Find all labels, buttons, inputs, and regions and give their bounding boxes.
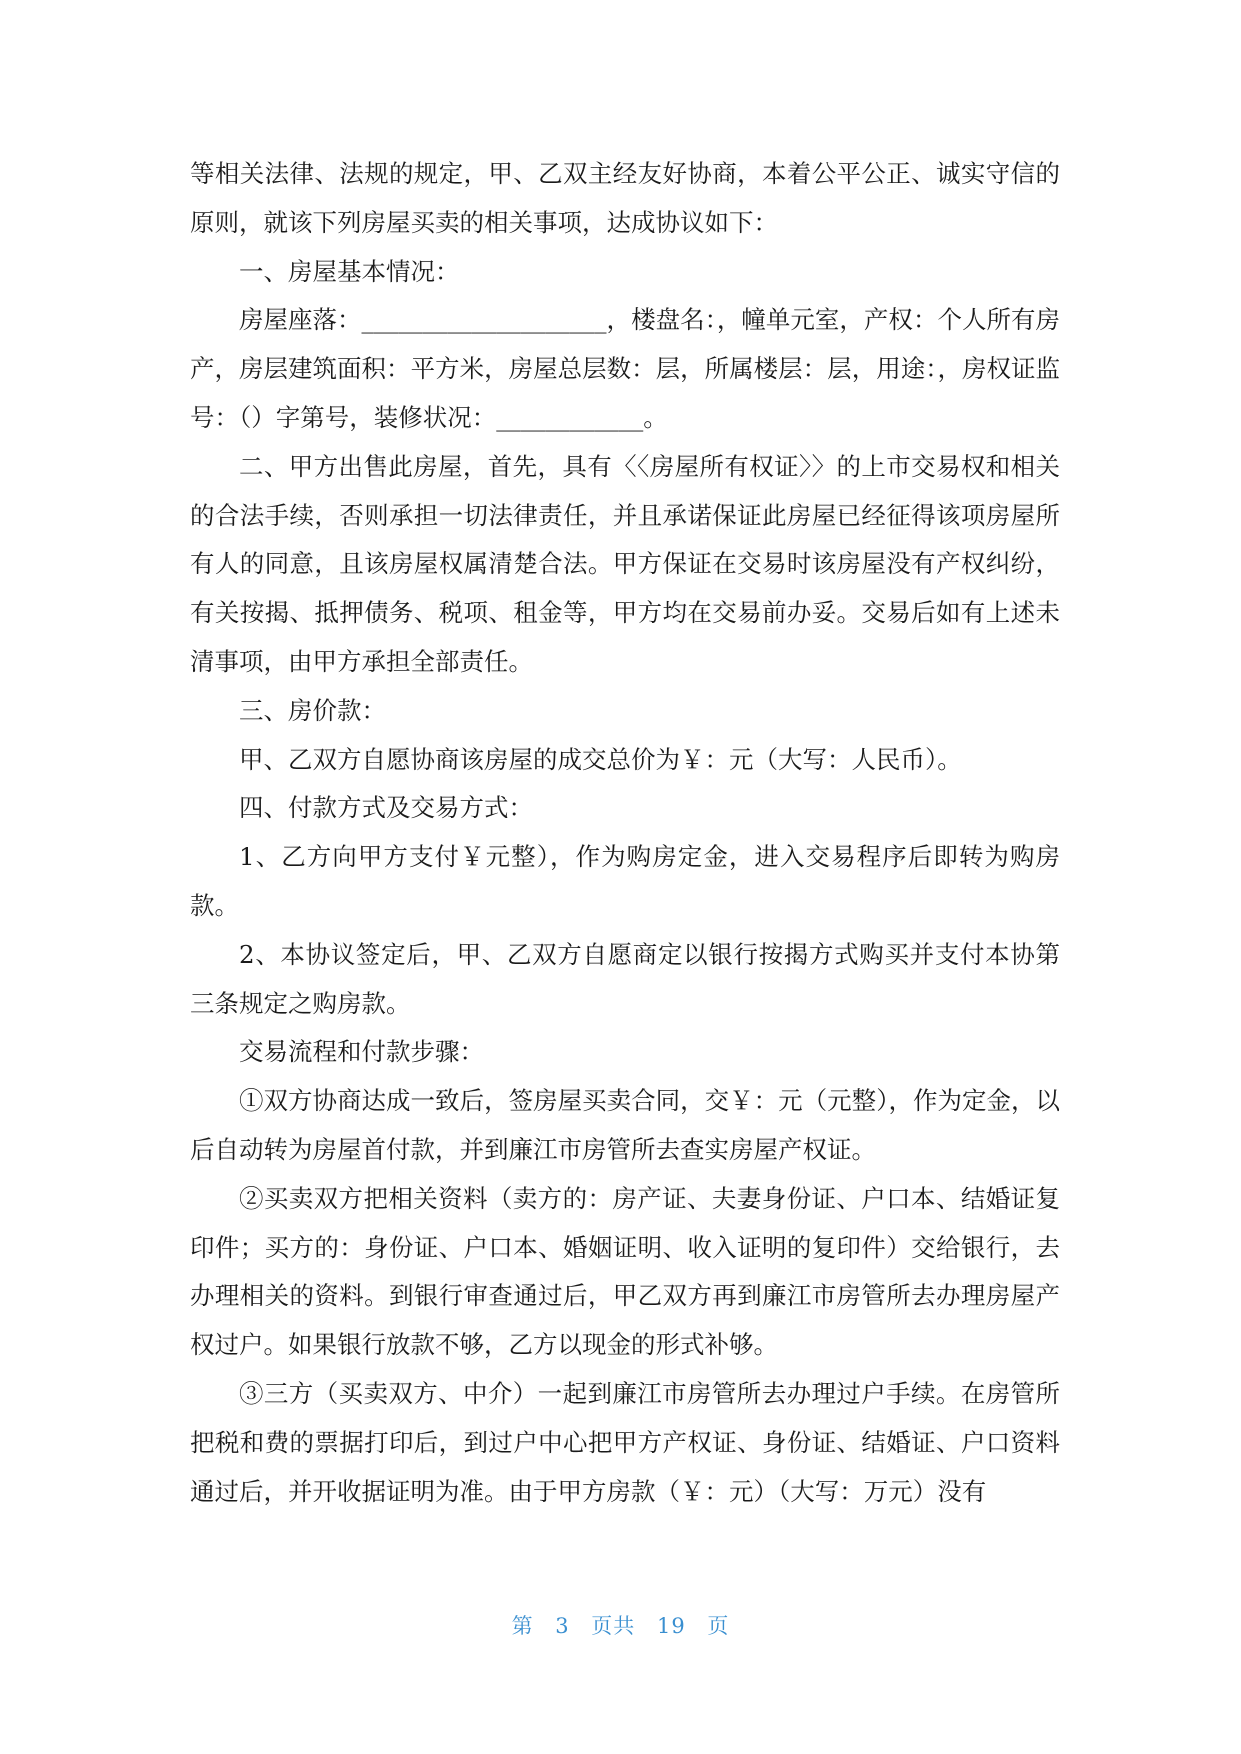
heading-section-1: 一、房屋基本情况： xyxy=(239,256,460,286)
paragraph-property-location: 房屋座落：____________________，楼盘名：，幢单元室，产权：个人所有房产，房层建筑面积：平方米，房屋总层数：层，所属楼层：层，用途：，房权证监号：（）字第号，装修状况：____________。 xyxy=(190,305,1060,432)
heading-transaction-flow: 交易流程和付款步骤： xyxy=(239,1037,484,1067)
document-body xyxy=(190,150,1060,1516)
paragraph-total-price: 甲、乙双方自愿协商该房屋的成交总价为￥：元（大写：人民币）。 xyxy=(239,744,962,774)
paragraph-step-2: ②买卖双方把相关资料（卖方的：房产证、夫妻身份证、户口本、结婚证复印件；买方的：身份证、户口本、婚姻证明、收入证明的复印件）交给银行，去办理相关的资料。到银行审查通过后，甲乙双方再到廉江市房管所去办理房屋产权过户。如果银行放款不够，乙方以现金的形式补够。 xyxy=(190,1183,1060,1360)
heading-section-4: 四、付款方式及交易方式： xyxy=(239,793,533,823)
paragraph-payment-2: 2、本协议签定后，甲、乙双方自愿商定以银行按揭方式购买并支付本协第三条规定之购房款。 xyxy=(190,939,1060,1018)
paragraph-payment-1: 1、乙方向甲方支付￥元整），作为购房定金，进入交易程序后即转为购房款。 xyxy=(190,842,1060,920)
paragraph-step-3: ③三方（买卖双方、中介）一起到廉江市房管所去办理过户手续。在房管所把税和费的票据打印后，到过户中心把甲方产权证、身份证、结婚证、户口资料通过后，并开收据证明为准。由于甲方房款（￥：元）（大写：万元）没有 xyxy=(190,1378,1060,1506)
paragraph-intro: 等相关法律、法规的规定，甲、乙双主经友好协商，本着公平公正、诚实守信的原则，就该下列房屋买卖的相关事项，达成协议如下： xyxy=(190,159,1060,237)
page-number-footer: 第 3 页共 19 页 xyxy=(511,1614,730,1638)
paragraph-step-1: ①双方协商达成一致后，签房屋买卖合同，交￥：元（元整），作为定金，以后自动转为房屋首付款，并到廉江市房管所去查实房屋产权证。 xyxy=(190,1086,1060,1164)
paragraph-section-2: 二、甲方出售此房屋，首先，具有〈〈房屋所有权证〉〉的上市交易权和相关的合法手续，否则承担一切法律责任，并且承诺保证此房屋已经征得该项房屋所有人的同意，且该房屋权属清楚合法。甲方保证在交易时该房屋没有产权纠纷，有关按揭、抵押债务、税项、租金等，甲方均在交易前办妥。交易后如有上述未清事项，由甲方承担全部责任。 xyxy=(190,451,1060,676)
heading-section-3: 三、房价款： xyxy=(239,695,386,725)
